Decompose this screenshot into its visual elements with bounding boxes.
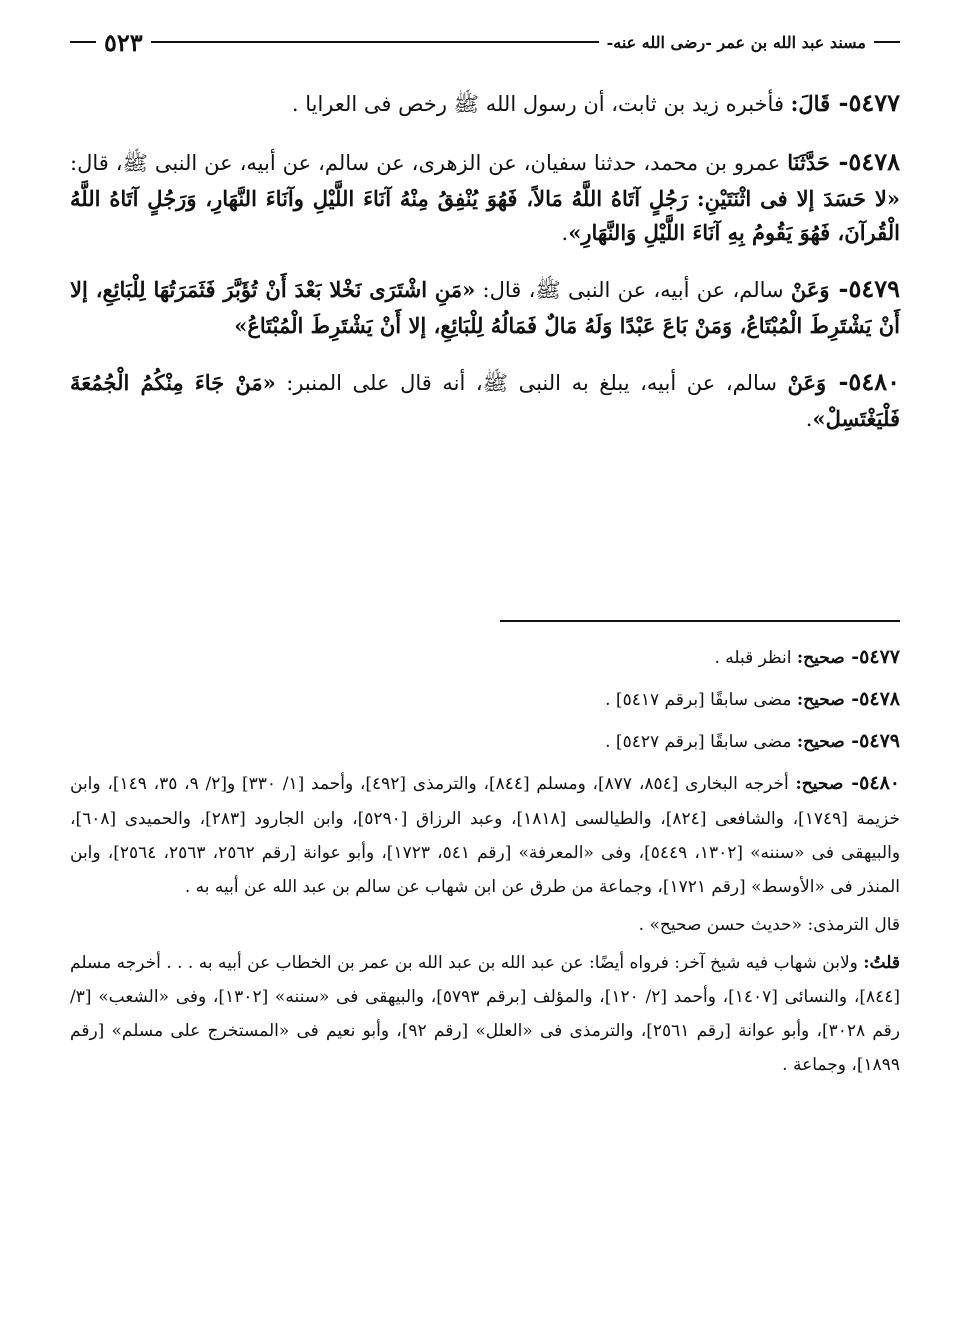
hadith-5480: ٥٤٨٠- وَعَنْ سالم، عن أبيه، يبلغ به النبى ﷺ، أنه قال على المنبر: «مَنْ جَاءَ مِنْكُمُ الْجُمُعَةَ فَلْيَغْتَسِلْ». xyxy=(70,366,900,431)
hadith-lead: وَعَنْ xyxy=(787,369,827,395)
hadith-tail: . xyxy=(805,406,813,431)
hadith-tail: . xyxy=(561,220,569,245)
footnote-separator xyxy=(500,620,900,622)
hadith-text: سالم، عن أبيه، يبلغ به النبى ﷺ، أنه قال على المنبر: xyxy=(275,370,788,395)
hadith-text: فأخبره زيد بن ثابت، أن رسول الله ﷺ رخص فى العرايا . xyxy=(291,92,791,116)
footnote-number: ٥٤٧٨ xyxy=(859,688,900,710)
qultu-text: ولابن شهاب فيه شيخ آخر: فرواه أيضًا: عن عبد الله بن عبد الله بن عمر بن الخطاب عن أبيه به . . . أخرجه مسلم [٨٤٤]، والنسائى [١٤٠٧]، وأحمد [٢/ ١٢٠]، والمؤلف [برقم ٥٧٩٣]، والبيهقى فى «سننه» [١٣٠٢]، وفى «الشعب» [٣/ رقم ٣٠٢٨]، وأبو عوانة [رقم ٢٥٦١]، والترمذى فى «العلل» [رقم ٩٢]، وأبو نعيم فى «المستخرج على مسلم» [رقم ١٨٩٩]، وجماعة . xyxy=(70,953,900,1075)
footnote-text: انظر قبله . xyxy=(714,648,797,668)
footnote-5478: ٥٤٧٨- صحيح: مضى سابقًا [برقم ٥٤١٧] . xyxy=(605,688,900,710)
footnote-text: مضى سابقًا [برقم ٥٤٢٧] . xyxy=(605,732,797,752)
page-number: ٥٢٣ xyxy=(104,27,143,57)
hadith-matn: «مَنِ اشْتَرَى نَخْلا بَعْدَ أَنْ تُؤَبَّرَ فَثَمَرَتُهَا لِلْبَائِعِ، إلا أَنْ يَشْتَرِطَ الْمُبْتَاعُ، وَمَنْ بَاعَ عَبْدًا وَلَهُ مَالٌ فَمَالُهُ لِلْبَائِعِ، إلا أَنْ يَشْتَرِطَ الْمُبْتَاعُ» xyxy=(70,276,900,338)
tirmidhi-note: قال الترمذى: «حديث حسن صحيح» . xyxy=(638,915,900,935)
header-dash xyxy=(874,41,900,43)
hadith-matn: «لا حَسَدَ إلا فى اثْنَتَيْنِ: رَجُلٍ آتَاهُ اللَّهُ مَالاً، فَهُوَ يُنْفِقُ مِنْهُ آنَاءَ اللَّيْلِ وآنَاءَ النَّهَارِ، وَرَجُلٍ آتَاهُ اللَّهُ الْقُرآنَ، فَهُوَ يَقُومُ بِهِ آنَاءَ اللَّيْلِ وَالنَّهَارِ» xyxy=(70,185,900,245)
footnote-grade: صحيح: xyxy=(796,648,845,668)
header-rule xyxy=(151,41,599,43)
footnote-text: مضى سابقًا [برقم ٥٤١٧] . xyxy=(605,690,797,710)
main-text xyxy=(70,84,900,456)
hadith-number: ٥٤٧٧ xyxy=(848,88,900,117)
footnote-5479: ٥٤٧٩- صحيح: مضى سابقًا [برقم ٥٤٢٧] . xyxy=(605,730,900,752)
hadith-lead: وَعَنْ xyxy=(790,276,830,302)
hadith-5479: ٥٤٧٩- وَعَنْ سالم، عن أبيه، عن النبى ﷺ، قال: «مَنِ اشْتَرَى نَخْلا بَعْدَ أَنْ تُؤَبَّرَ فَثَمَرَتُهَا لِلْبَائِعِ، إلا أَنْ يَشْتَرِطَ الْمُبْتَاعُ، وَمَنْ بَاعَ عَبْدًا وَلَهُ مَالٌ فَمَالُهُ لِلْبَائِعِ، إلا أَنْ يَشْتَرِطَ الْمُبْتَاعُ» xyxy=(70,273,901,338)
footnote-grade: صحيح: xyxy=(796,732,845,752)
footnote-grade: صحيح: xyxy=(795,774,844,794)
footnotes xyxy=(70,638,900,1086)
footnote-number: ٥٤٧٩ xyxy=(859,730,900,752)
hadith-text: سالم، عن أبيه، عن النبى ﷺ، قال: xyxy=(475,277,791,302)
qultu-note xyxy=(70,946,900,1082)
header-dash xyxy=(70,41,96,43)
footnote-5477: ٥٤٧٧- صحيح: انظر قبله . xyxy=(714,646,900,668)
running-title: مسند عبد الله بن عمر -رضى الله عنه- xyxy=(606,32,866,52)
hadith-5477: ٥٤٧٧- قَالَ: فأخبره زيد بن ثابت، أن رسول الله ﷺ رخص فى العرايا . xyxy=(291,88,900,117)
hadith-lead: قَالَ: xyxy=(790,91,831,116)
hadith-matn: «مَنْ جَاءَ مِنْكُمُ الْجُمُعَةَ فَلْيَغْتَسِلْ» xyxy=(70,369,900,431)
hadith-number: ٥٤٧٨ xyxy=(848,146,900,176)
footnote-text: أخرجه البخارى [٨٥٤، ٨٧٧]، ومسلم [٨٤٤]، والترمذى [٤٩٢]، وأحمد [١/ ٣٣٠] و[٢/ ٩، ٣٥، ١٤٩]، وابن خزيمة [١٧٤٩]، والشافعى [٨٢٤]، والطيالسى [١٨١٨]، وعبد الرزاق [٥٢٩٠]، وابن الجارود [٢٨٣]، والحميدى [٦٠٨]، والبيهقى فى «سننه» [١٣٠٢، ٥٤٤٩]، وفى «المعرفة» [رقم ٥٤١، ١٧٢٣]، وأبو عوانة [رقم ٢٥٦٢، ٢٥٦٣، ٢٥٦٤]، وابن المنذر فى «الأوسط» [رقم ١٧٢١]، وجماعة من طرق عن ابن شهاب عن سالم بن عبد الله عن أبيه به . xyxy=(70,774,901,897)
hadith-number: ٥٤٧٩ xyxy=(848,273,901,303)
footnote-5480: ٥٤٨٠- صحيح: أخرجه البخارى [٨٥٤، ٨٧٧]، ومسلم [٨٤٤]، والترمذى [٤٩٢]، وأحمد [١/ ٣٣٠] و[٢/ ٩، ٣٥، ١٤٩]، وابن خزيمة [١٧٤٩]، والشافعى [٨٢٤]، والطيالسى [١٨١٨]، وعبد الرزاق [٥٢٩٠]، وابن الجارود [٢٨٣]، والحميدى [٦٠٨]، والبيهقى فى «سننه» [١٣٠٢، ٥٤٤٩]، وفى «المعرفة» [رقم ٥٤١، ١٧٢٣]، وأبو عوانة [رقم ٢٥٦٢، ٢٥٦٣، ٢٥٦٤]، وابن المنذر فى «الأوسط» [رقم ١٧٢١]، وجماعة من طرق عن ابن شهاب عن سالم بن عبد الله عن أبيه به . xyxy=(70,772,901,897)
footnote-number: ٥٤٧٧ xyxy=(859,646,900,668)
hadith-5478: ٥٤٧٨- حَدَّثَنَا عمرو بن محمد، حدثنا سفيان، عن الزهرى، عن سالم، عن أبيه، عن النبى ﷺ، قال: «لا حَسَدَ إلا فى اثْنَتَيْنِ: رَجُلٍ آتَاهُ اللَّهُ مَالاً، فَهُوَ يُنْفِقُ مِنْهُ آنَاءَ اللَّيْلِ وآنَاءَ النَّهَارِ، وَرَجُلٍ آتَاهُ اللَّهُ الْقُرآنَ، فَهُوَ يَقُومُ بِهِ آنَاءَ اللَّيْلِ وَالنَّهَارِ». xyxy=(70,146,900,245)
qultu-lead: قلتُ: xyxy=(863,953,900,973)
page-header xyxy=(70,22,900,62)
book-page xyxy=(70,22,900,1302)
footnote-number: ٥٤٨٠ xyxy=(859,772,900,794)
hadith-lead: حَدَّثَنَا xyxy=(787,149,830,175)
hadith-number: ٥٤٨٠ xyxy=(848,366,900,396)
footnote-grade: صحيح: xyxy=(796,690,845,710)
hadith-text: عمرو بن محمد، حدثنا سفيان، عن الزهرى، عن سالم، عن أبيه، عن النبى ﷺ، قال: xyxy=(70,150,788,175)
